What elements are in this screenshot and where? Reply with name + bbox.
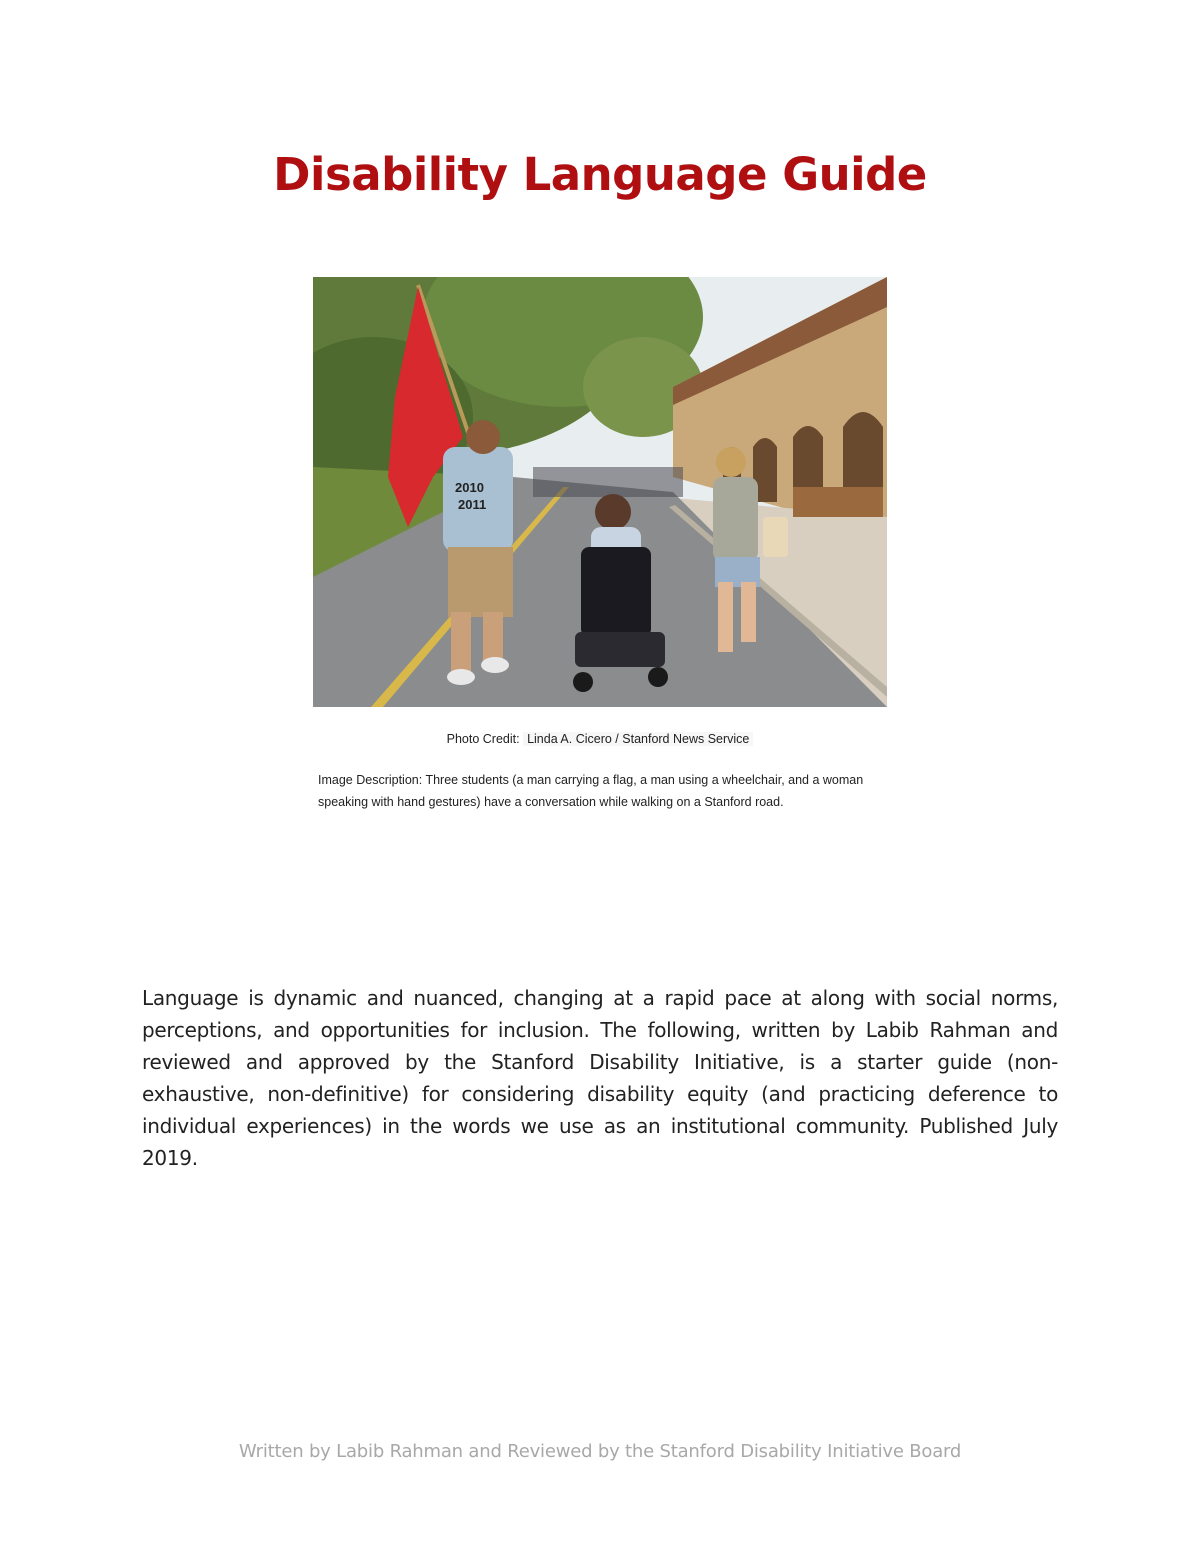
- image-description: Image Description: Three students (a man carrying a flag, a man using a wheelchair, and a woman speaking with hand gestures) have a conversation while walking on a Stanford road.: [318, 773, 864, 809]
- page-footer: Written by Labib Rahman and Reviewed by the Stanford Disability Initiative Board: [238, 1441, 962, 1462]
- page-title: Disability Language Guide: [273, 148, 927, 201]
- shirt-text-1: 2010: [455, 480, 484, 495]
- campus-photo: [313, 277, 887, 707]
- shirt-text-2: 2011: [458, 497, 487, 512]
- photo-credit: [0, 732, 1200, 746]
- intro-paragraph: Language is dynamic and nuanced, changing at a rapid pace at along with social norms, perceptions, and opportunities for inclusion. The following, written by Labib Rahman and reviewed and approved by the Stanford Disability Initiative, is a starter guide (non-exhaustive, non-definitive) for considering disability equity (and practicing deference to individual experiences) in the words we use as an institutional community. Published July 2019.: [142, 986, 1058, 1170]
- photo-credit-value: Linda A. Cicero / Stanford News Service: [523, 732, 753, 746]
- photo-credit-label: Photo Credit:: [446, 732, 520, 746]
